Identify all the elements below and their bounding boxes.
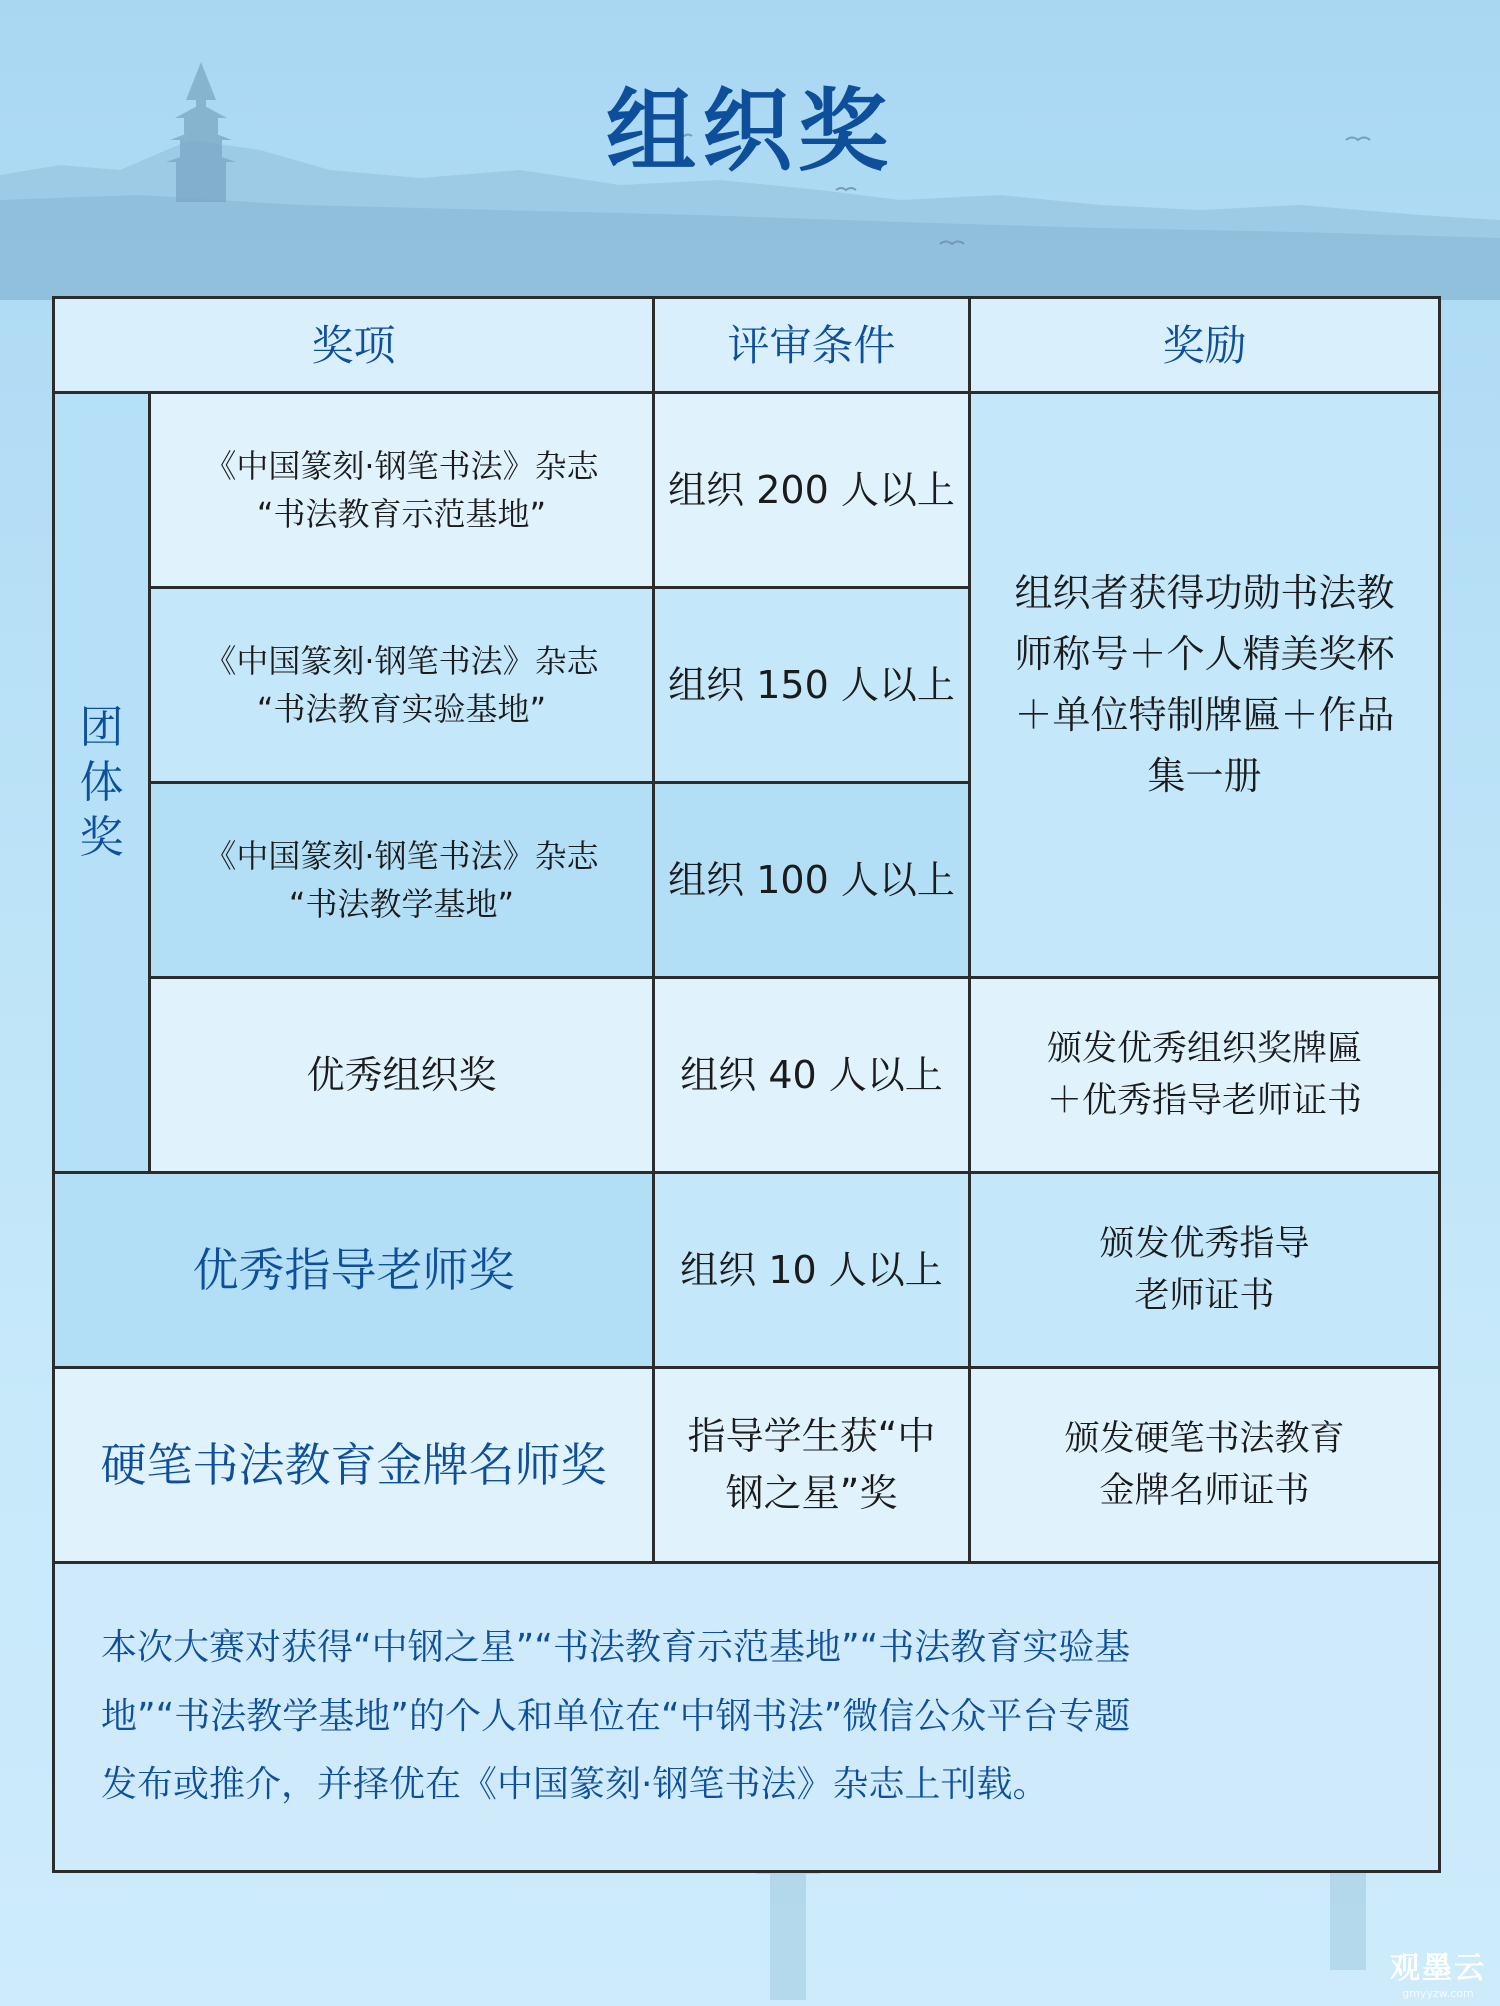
table-row xyxy=(54,1173,1440,1368)
watermark xyxy=(1390,1943,1486,2000)
condition-cell: 指导学生获“中 钢之星”奖 xyxy=(654,1368,970,1563)
award-teaching-base: 《中国篆刻·钢笔书法》杂志 “书法教学基地” xyxy=(150,783,654,978)
condition-cell: 组织 10 人以上 xyxy=(654,1173,970,1368)
reward-cell: 颁发优秀组织奖牌匾 ＋优秀指导老师证书 xyxy=(970,978,1440,1173)
page-title: 组织奖 xyxy=(606,79,894,184)
award-excellent-org: 优秀组织奖 xyxy=(150,978,654,1173)
group-reward-cell: 组织者获得功勋书法教 师称号＋个人精美奖杯 ＋单位特制牌匾＋作品 集一册 xyxy=(970,393,1440,978)
header-criteria: 评审条件 xyxy=(654,298,970,393)
table-row xyxy=(54,978,1440,1173)
note-row xyxy=(54,1563,1440,1872)
award-gold-teacher: 硬笔书法教育金牌名师奖 xyxy=(54,1368,654,1563)
reward-cell: 颁发硬笔书法教育 金牌名师证书 xyxy=(970,1368,1440,1563)
award-excellent-teacher: 优秀指导老师奖 xyxy=(54,1173,654,1368)
table-row xyxy=(54,1368,1440,1563)
award-experiment-base: 《中国篆刻·钢笔书法》杂志 “书法教育实验基地” xyxy=(150,588,654,783)
condition-cell: 组织 40 人以上 xyxy=(654,978,970,1173)
condition-cell: 组织 100 人以上 xyxy=(654,783,970,978)
table-row xyxy=(54,393,1440,588)
condition-cell: 组织 150 人以上 xyxy=(654,588,970,783)
header-award-item: 奖项 xyxy=(54,298,654,393)
watermark-name: 观墨云 xyxy=(1390,1951,1486,1986)
table-header-row xyxy=(54,298,1440,393)
award-demo-base: 《中国篆刻·钢笔书法》杂志 “书法教育示范基地” xyxy=(150,393,654,588)
group-award-label: 团 体 奖 xyxy=(54,393,150,1173)
awards-table xyxy=(52,296,1441,1873)
watermark-url: gmyyzw.com xyxy=(1402,1987,1474,2000)
reward-cell: 颁发优秀指导 老师证书 xyxy=(970,1173,1440,1368)
condition-cell: 组织 200 人以上 xyxy=(654,393,970,588)
header-reward: 奖励 xyxy=(970,298,1440,393)
publication-note: 本次大赛对获得“中钢之星”“书法教育示范基地”“书法教育实验基 地”“书法教学基地”的个人和单位在“中钢书法”微信公众平台专题 发布或推介，并择优在《中国篆刻·钢笔书法》杂志上刊载。 xyxy=(54,1563,1440,1872)
